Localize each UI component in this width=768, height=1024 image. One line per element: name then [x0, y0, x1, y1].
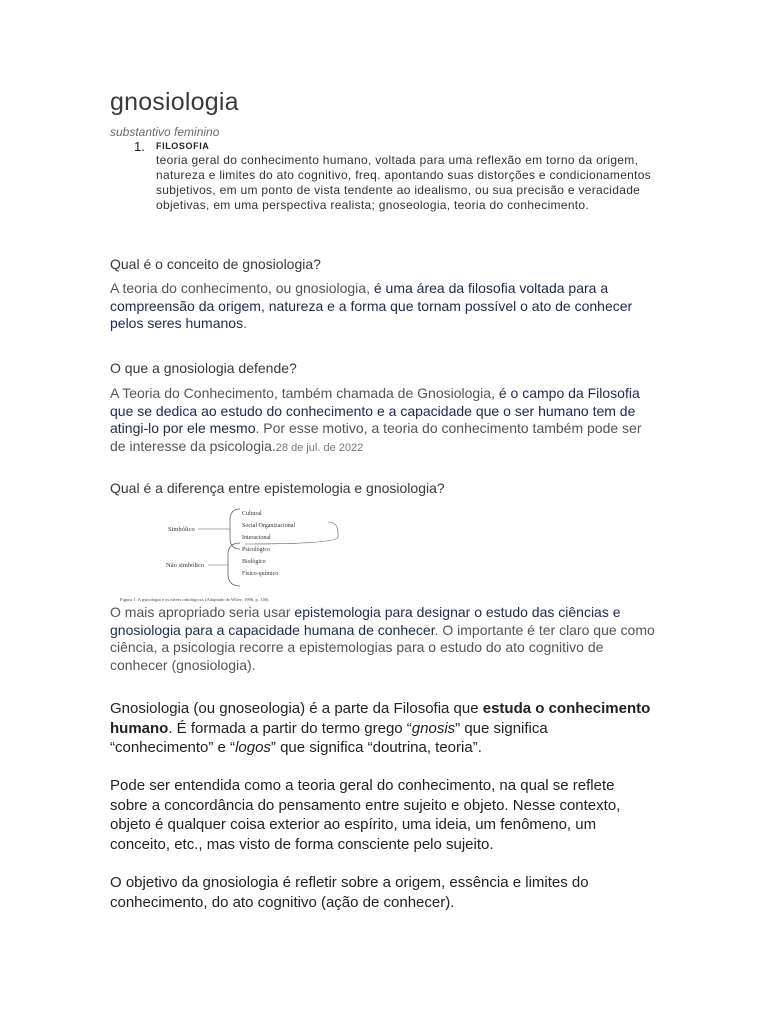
- fig-level-social: Social Organizacional: [242, 523, 296, 529]
- p1-text-a: Gnosiologia (ou gnoseologia) é a parte da Filosofia que: [110, 700, 483, 717]
- answer-1-post: .: [243, 315, 247, 331]
- body-paragraph-1: [110, 699, 655, 758]
- fig-group-simbolico: Simbólico: [168, 526, 195, 533]
- sense-number: 1.: [134, 139, 145, 154]
- answer-2: [110, 385, 655, 457]
- headword: gnosiologia: [110, 88, 239, 116]
- answer-1-highlight: é uma área da filosofia voltada para a compreensão da origem, natureza e a forma que tornam possível o ato de conhecer pelos seres humanos: [110, 280, 633, 331]
- answer-2-pre: A Teoria do Conhecimento, também chamada de Gnosiologia,: [110, 385, 499, 401]
- sense-category: FILOSOFIA: [156, 141, 210, 151]
- p1-text-c: ” que significa “conhecimento” e “: [110, 719, 548, 756]
- answer-3-post: . O importante é ter claro que como ciência, a psicologia recorre a epistemologias para o estudo do ato cognitivo de conhecer (gnosiologia).: [110, 621, 655, 673]
- answer-3: [110, 604, 655, 674]
- answer-3-pre: O mais apropriado seria usar: [110, 604, 295, 620]
- fig-level-psicologico: Psicológico: [242, 547, 270, 553]
- p1-text-d: ” que significa “doutrina, teoria”.: [270, 739, 482, 756]
- answer-2-highlight: é o campo da Filosofia que se dedica ao estudo do conhecimento e a capacidade que o ser humano tem de atingi-lo por ele mesmo: [110, 385, 640, 436]
- part-of-speech: substantivo feminino: [110, 125, 220, 139]
- fig-level-interacional: Interacional: [242, 535, 271, 541]
- body-paragraph-2: Pode ser entendida como a teoria geral do conhecimento, na qual se reflete sobre a concordância do pensamento entre sujeito e objeto. Nesse contexto, objeto é qualquer coisa exterior ao espírito, uma ideia, um fenômeno, um conceito, etc., mas visto de forma consciente pelo sujeito.: [110, 777, 621, 853]
- fig-level-fisico-quimico: Físico-químico: [242, 571, 279, 577]
- answer-1-pre: A teoria do conhecimento, ou gnosiologia,: [110, 280, 374, 296]
- ontological-levels-figure: [110, 500, 350, 608]
- figure-diagram: [110, 500, 350, 608]
- figure-caption: Figura 1: A psicologia e os níveis ontológicos (Adaptado de Wilev, 1996, p. 146).: [120, 597, 270, 602]
- p1-gnosis: gnosis: [411, 719, 456, 737]
- answer-3-highlight: epistemologia para designar o estudo das ciências e gnosiologia para a capacidade humana de conhecer: [110, 604, 621, 638]
- fig-group-nao-simbolico: Não simbólico: [166, 562, 205, 569]
- p1-text-b: . É formada a partir do termo grego “: [168, 719, 412, 737]
- question-2: O que a gnosiologia defende?: [110, 360, 297, 376]
- question-3: Qual é a diferença entre epistemologia e gnosiologia?: [110, 480, 445, 496]
- body-paragraph-3: O objetivo da gnosiologia é refletir sobre a origem, essência e limites do conhecimento, do ato cognitivo (ação de conhecer).: [110, 874, 589, 911]
- fig-level-biologico: Biológico: [242, 559, 266, 565]
- answer-2-post: . Por esse motivo, a teoria do conhecimento também pode ser de interesse da psicologia.: [110, 420, 642, 454]
- fig-level-cultural: Cultural: [242, 511, 262, 517]
- question-1: Qual é o conceito de gnosiologia?: [110, 256, 321, 272]
- answer-2-date: 28 de jul. de 2022: [275, 441, 364, 454]
- p1-logos: logos: [235, 739, 271, 756]
- answer-1: [110, 280, 655, 333]
- p1-bold: estuda o conhecimento humano: [110, 700, 651, 737]
- definition-text: teoria geral do conhecimento humano, voltada para uma reflexão em torno da origem, natureza e limites do ato cognitivo, freq. apontando suas distorções e condicionamentos subjetivos, em um ponto de vista tendente ao idealismo, ou sua precisão e veracidade objetivas, em uma perspectiva realista; gnoseologia, teoria do conhecimento.: [156, 153, 652, 212]
